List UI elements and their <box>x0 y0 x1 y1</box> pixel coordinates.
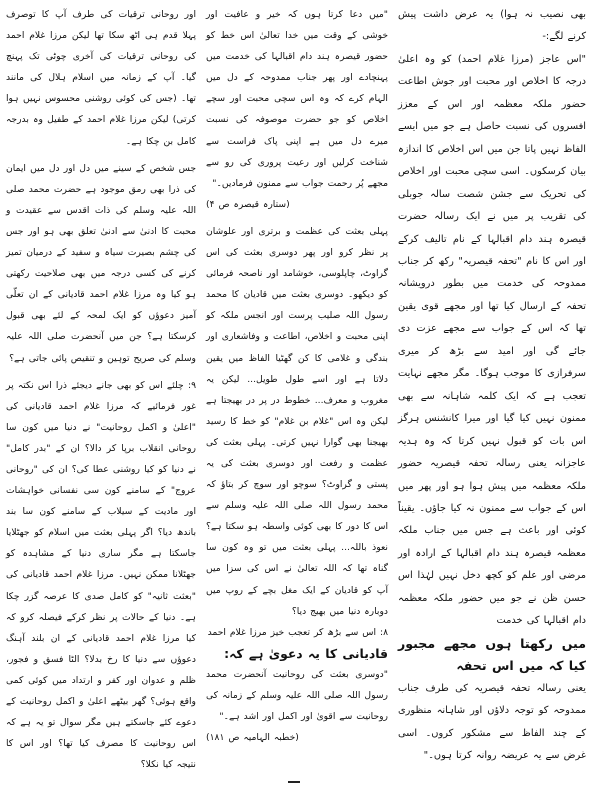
paragraph: بھی نصیب نہ ہوا) یہ عرض داشت پیش کرنے لگے:- <box>398 9 586 43</box>
column-middle <box>206 4 388 748</box>
paragraph: پہلی بعثت کی عظمت و برتری اور علوشان پر نظر کرو اور پھر دوسری بعثت کی اس گراوٹ، چاپلوسی، خوشامد اور ناصحہ فرمائی کو دیکھو۔ دوسری بعثت میں قادیان کا محمد رسول اللہ صلیب پرست اور انجس ملکہ کو اپنی محبت و اخلاص، اطاعت و وفاشعاری اور بندگی و غلامی کا کن گھٹیا الفاظ میں یقین دلاتا ہے اور اسے طول طویل... لیکن یہ مغروب و معرف... خطوط در پر در بھیجتا ہے لیکن وہ اس "غلام بن غلام" کو خط کا رسید بھیجنا بھی گوارا نہیں کرتی۔ پہلی بعثت کی عظمت و رفعت اور دوسری بعثت کی یہ پستی و گراوٹ؟ سوچو اور سوچ کر بتاؤ کہ محمد رسول اللہ صلی اللہ علیہ وسلم سے اس کا دور کا بھی کوئی واسطہ ہو سکتا ہے؟ نعوذ باللہ... پہلی بعثت میں تو وہ کون سا گناہ تھا کہ اللہ تعالیٰ نے اس کی سزا میں آپ کو قادیان کے ایک مغل بچے کے روپ میں دوبارہ دنیا میں بھیج دیا؟ <box>206 225 388 617</box>
quote-paragraph: "دوسری بعثت کی روحانیت آنحضرت محمد رسول اللہ صلی اللہ علیہ وسلم کے زمانہ کی روحانیت سے اقویٰ اور اکمل اور اشد ہے۔" <box>206 668 388 723</box>
citation: (ستارہ قیصرہ ص ۴) <box>206 198 290 210</box>
section-heading: قادیانی کا یہ دعویٰ ہے کہ: <box>224 645 388 661</box>
emphasis-text: میں رکھتا ہوں مجھے مجبور کیا کہ میں اس تحفہ <box>398 635 586 674</box>
paragraph: جس شخص کے سینے میں دل اور دل میں ایمان کی ذرا بھی رمق موجود ہے حضرت محمد صلی اللہ علیہ وسلم کی ذات اقدس سے عقیدت و محبت کا ادنیٰ سے ادنیٰ تعلق بھی ہو اور جس کی چشم بصیرت سیاہ و سفید کے درمیان تمیز کرنے کی کسی درجہ میں بھی صلاحیت رکھتی ہو کیا وہ مرزا غلام احمد قادیانی کے ان تعلّی آمیز دعوؤں کو ایک لمحہ کے لئے بھی قبول کرسکتا ہے؟ جن میں آنحضرت صلی اللہ علیہ وسلم کی صریح توہین و تنقیص پائی جاتی ہے؟ <box>6 162 196 364</box>
page-footer-mark <box>288 781 300 783</box>
citation: (خطبہ الہامیہ ص ۱۸۱) <box>206 732 299 744</box>
paragraph: یعنی رسالہ تحفہ قیصریہ کی طرف جناب ممدوحہ کو توجہ دلاؤں اور شاہانہ منظوری کے چند الفاظ سے مشکور کروں۔ اسی غرض سے یہ عریضہ روانہ کرتا ہوں۔" <box>398 682 586 761</box>
column-left <box>6 4 196 775</box>
paragraph: ۹: چلئے اس کو بھی جانے دیجئے ذرا اس نکتہ پر غور فرمائیے کہ مرزا غلام احمد قادیانی کی "اعلیٰ و اکمل روحانیت" نے دنیا میں کون سا روحانی انقلاب برپا کر دالا؟ ان کے "بدر کامل" نے دنیا کو کیا روشنی عطا کی؟ ان کی "روحانی عروج" کے سامنے کون سی نفسانی خواہشات اور مادیت کے سیلاب کے سامنے کون سا بند باندھ دیا؟ اگر پہلی بعثت میں اسلام کو جھٹلایا جاسکتا ہے مگر ساری دنیا کے مشاہدہ کو جھٹلانا ممکن نہیں۔ مرزا غلام احمد قادیانی کی "بعثت ثانیہ" کو کامل صدی کا عرصہ گزر چکا ہے۔ دنیا کے حالات پر نظر کرکے فیصلہ کرو کہ کیا مرزا غلام احمد قادیانی کے ان بلند آہنگ دعوؤں سے دنیا کا رخ بدلا؟ الٹا فسق و فجور، ظلم و عدوان اور کفر و ارتداد میں کوئی کمی واقع ہوئی؟ گھر بیٹھے اعلیٰ و اکمل روحانیت کے دعوے کئے جاسکتے ہیں مگر سوال تو یہ ہے کہ اس روحانیت کا مصرف کیا تھا؟ اور اس کا نتیجہ کیا نکلا؟ <box>6 379 196 771</box>
paragraph: اور روحانی ترقیات کی طرف آپ کا توصرف پہلا قدم ہی اٹھ سکا تھا لیکن مرزا غلام احمد کی روحانی ترقیات کی آخری چوٹی تک پہنچ گیا۔ آپ کے زمانہ میں اسلام ہلال کی مانند تھا۔ (جس کی کوئی روشنی محسوس نہیں ہوا کرتی) لیکن مرزا غلام احمد کے طفیل وہ بدرجہ کامل بن چکا ہے۔ <box>6 9 196 147</box>
column-right <box>398 4 586 767</box>
paragraph: "اس عاجز (مرزا غلام احمد) کو وہ اعلیٰ درجہ کا اخلاص اور محبت اور جوش اطاعت حضور ملکہ معظمہ اور اس کے معزز افسروں کی نسبت حاصل ہے جو میں ایسے الفاظ نہیں پاتا جن میں اس اخلاص کا اندازہ بیان کرسکوں۔ اسی سچی محبت اور اخلاص کی تحریک سے جشن شصت سالہ جوبلی کی تقریب پر میں نے ایک رسالہ حضرت قیصرہ ہند دام اقبالہا کے نام تالیف کرکے اور اس کا نام "تحفہ قیصریہ" رکھ کر جناب ممدوحہ کی خدمت میں بطور درویشانہ تحفہ کے ارسال کیا تھا اور مجھے قوی یقین تھا کہ اس کے جواب سے مجھے عزت دی جائے گی اور امید سے بڑھ کر میری سرفرازی کا موجب ہوگا۔ مگر مجھے نہایت تعجب ہے کہ ایک کلمہ شاہانہ سے بھی ممنون نہیں کیا گیا اور میرا کانشنس ہرگز اس بات کو قبول نہیں کرتا کہ وہ ہدیہ عاجزانہ یعنی رسالہ تحفہ قیصریہ حضور ملکہ معظمہ میں پیش ہوا ہو اور پھر میں اس کے جواب سے ممنون نہ کیا جاؤں۔ یقیناً کوئی اور باعث ہے جس میں جناب ملکہ معظمہ قیصرہ ہند دام اقبالہا کے ارادہ اور مرضی اور علم کو کچھ دخل نہیں لہٰذا اس حسن ظن نے جو میں حضور ملکہ معظمہ دام اقبالہا کی خدمت <box>398 53 586 627</box>
paragraph: ۸: اس سے بڑھ کر تعجب خیز مرزا غلام احمد <box>207 626 388 638</box>
quote-paragraph: "میں دعا کرتا ہوں کہ خیر و عافیت اور خوشی کے وقت میں خدا تعالیٰ اس خط کو حضور قیصرہ ہند دام اقبالہا کی خدمت میں پہنچادے اور پھر جناب ممدوحہ کے دل میں الہام کرے کہ وہ اس سچی محبت اور سچے اخلاص کو جو حضرت موصوفہ کی نسبت میرے دل میں ہے اپنی پاک فراست سے شناخت کرلیں اور رعیت پروری کی رو سے مجھے پُر رحمت جواب سے ممنون فرمادیں۔" <box>206 9 388 189</box>
